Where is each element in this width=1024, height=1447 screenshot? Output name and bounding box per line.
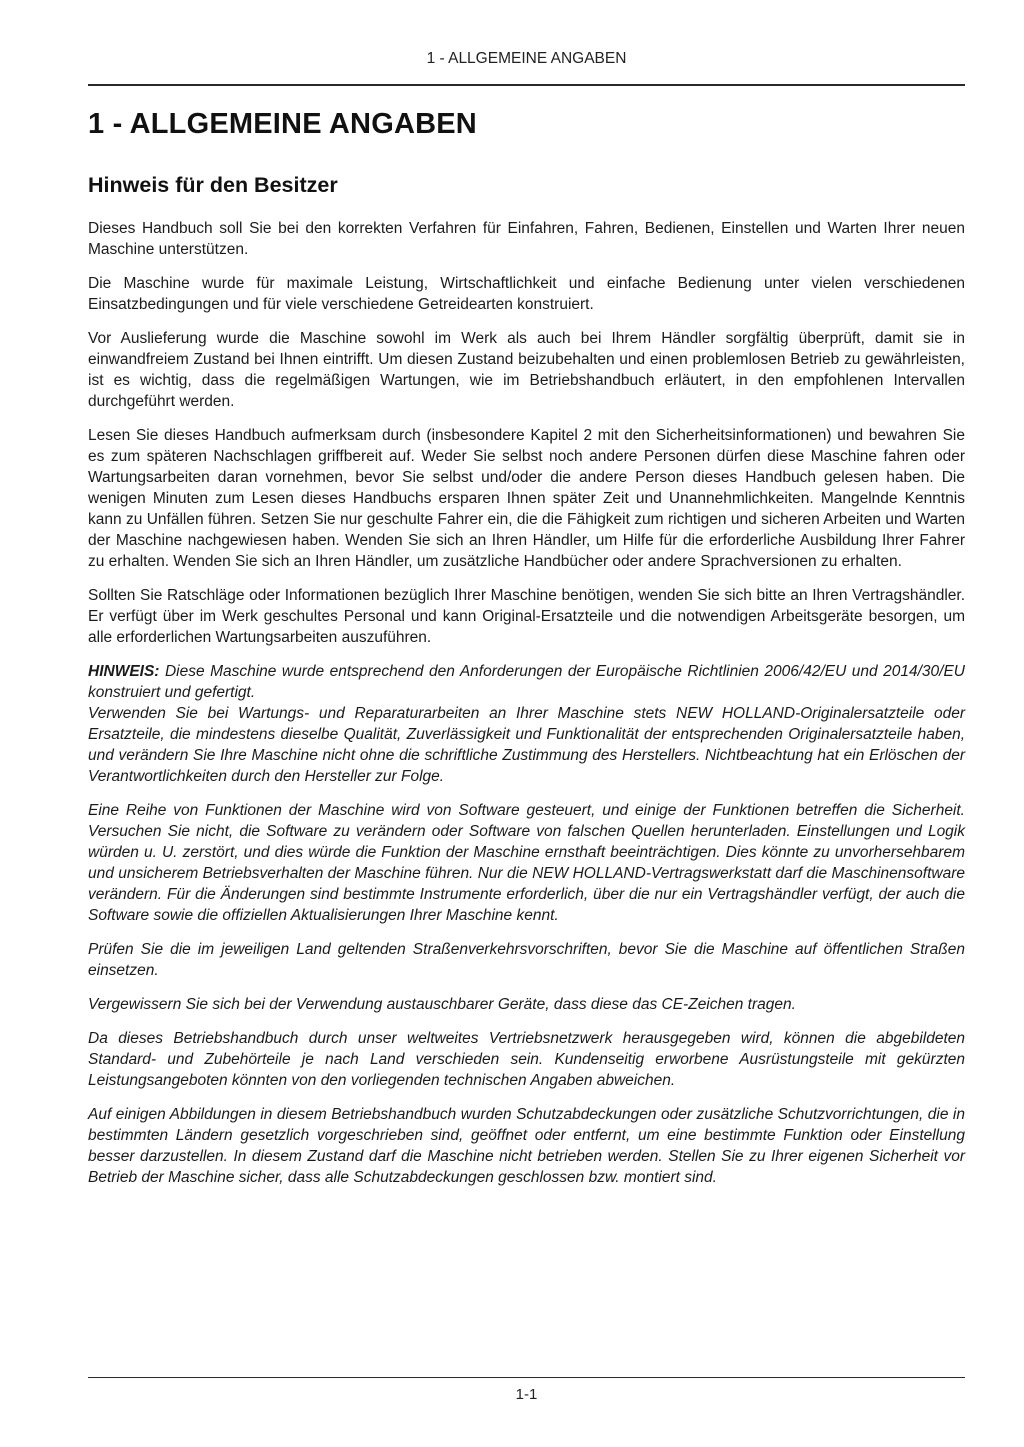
paragraph-delivery-inspection: Vor Auslieferung wurde die Maschine sowohl im Werk als auch bei Ihrem Händler sorgfältig überprüft, damit sie in einwandfreiem Zustand bei Ihnen eintrifft. Um diesen Zustand beizubehalten und einen problemlosen Betrieb zu gewährleisten, ist es wichtig, dass die regelmäßigen Wartungen, wie im Betriebshandbuch erläutert, in den empfohlenen Intervallen durchgeführt werden. <box>88 330 965 410</box>
note-label: HINWEIS: <box>88 663 160 680</box>
paragraph-read-manual: Lesen Sie dieses Handbuch aufmerksam durch (insbesondere Kapitel 2 mit den Sicherheitsinformationen) und bewahren Sie es zum späteren Nachschlagen griffbereit auf. Weder Sie selbst noch andere Personen dürfen diese Maschine fahren oder Wartungsarbeiten daran vornehmen, bevor Sie selbst und/oder die andere Person dieses Handbuch gelesen haben. Die wenigen Minuten zum Lesen dieses Handbuchs ersparen Ihnen später Zeit und Unannehmlichkeiten. Mangelnde Kenntnis kann zu Unfällen führen. Setzen Sie nur geschulte Fahrer ein, die die Fähigkeit zum richtigen und sicheren Arbeiten und Warten der Maschine nachgewiesen haben. Wenden Sie sich an Ihren Händler, um Hilfe für die erforderliche Ausbildung Ihrer Fahrer zu erhalten. Wenden Sie sich an Ihren Händler, um zusätzliche Handbücher oder andere Sprachversionen zu erhalten. <box>88 427 965 570</box>
paragraph-distribution-network: Da dieses Betriebshandbuch durch unser weltweites Vertriebsnetzwerk herausgegeben wird, können die abgebildeten Standard- und Zubehörteile je nach Land verschieden sein. Kundenseitig erworbene Ausrüstungsteile mit gekürzten Leistungsangeboten könnten von den vorliegenden technischen Angaben abweichen. <box>88 1030 965 1089</box>
section-heading: Hinweis für den Besitzer <box>88 173 338 197</box>
page-number: 1-1 <box>515 1386 538 1403</box>
note-paragraph <box>88 661 965 787</box>
paragraph-guards: Auf einigen Abbildungen in diesem Betriebshandbuch wurden Schutzabdeckungen oder zusätzliche Schutzvorrichtungen, die in bestimmten Ländern gesetzlich vorgeschrieben sind, geöffnet oder entfernt, um eine bestimmte Funktion oder Einstellung besser darzustellen. In diesem Zustand darf die Maschine nicht betrieben werden. Stellen Sie zu Ihrer eigenen Sicherheit vor Betrieb der Maschine sicher, dass alle Schutzabdeckungen geschlossen bzw. montiert sind. <box>88 1106 965 1186</box>
running-header: 1 - ALLGEMEINE ANGABEN <box>426 50 627 67</box>
paragraph-machine-design: Die Maschine wurde für maximale Leistung, Wirtschaftlichkeit und einfache Bedienung unter vielen verschiedenen Einsatzbedingungen und für viele verschiedene Getreidearten konstruiert. <box>88 275 965 313</box>
paragraph-intro: Dieses Handbuch soll Sie bei den korrekten Verfahren für Einfahren, Fahren, Bedienen, Einstellen und Warten Ihrer neuen Maschine unterstützen. <box>88 220 965 258</box>
note-line-original-parts: Verwenden Sie bei Wartungs- und Reparaturarbeiten an Ihrer Maschine stets NEW HOLLAND-Originalersatzteile oder Ersatzteile, die mindestens dieselbe Qualität, Zuverlässigkeit und Funktionalität der entsprechenden Originalersatzteile haben, und verändern Sie Ihre Maschine nicht ohne die schriftliche Zustimmung des Herstellers. Nichtbeachtung hat ein Erlöschen der Verantwortlichkeiten durch den Hersteller zur Folge. <box>88 705 965 785</box>
chapter-title: 1 - ALLGEMEINE ANGABEN <box>88 108 477 140</box>
paragraph-software: Eine Reihe von Funktionen der Maschine wird von Software gesteuert, und einige der Funktionen betreffen die Sicherheit. Versuchen Sie nicht, die Software zu verändern oder Software von falschen Quellen herunterladen. Einstellungen und Logik würden u. U. zerstört, und dies würde die Funktion der Maschine ernsthaft beeinträchtigen. Dies könnte zu unvorhersehbarem und unsicherem Betriebsverhalten der Maschine führen. Nur die NEW HOLLAND-Vertragswerkstatt darf die Maschinensoftware verändern. Für die Änderungen sind bestimmte Instrumente erforderlich, über die nur ein Vertragshändler verfügt, der auch die Software sowie die offiziellen Aktualisierungen Ihrer Maschine kennt. <box>88 802 965 924</box>
page-footer <box>88 1377 965 1403</box>
paragraph-dealer-advice: Sollten Sie Ratschläge oder Informationen bezüglich Ihrer Maschine benötigen, wenden Sie sich bitte an Ihren Vertragshändler. Er verfügt über im Werk geschultes Personal und kann Original-Ersatzteile und die notwendigen Arbeitsgeräte besorgen, um alle erforderlichen Wartungsarbeiten auszuführen. <box>88 587 965 646</box>
header-rule <box>88 84 965 86</box>
note-line-directives: Diese Maschine wurde entsprechend den Anforderungen der Europäische Richtlinien 2006/42/EU und 2014/30/EU konstruiert und gefertigt. <box>88 663 965 701</box>
paragraph-traffic-rules: Prüfen Sie die im jeweiligen Land geltenden Straßenverkehrsvorschriften, bevor Sie die Maschine auf öffentlichen Straßen einsetzen. <box>88 941 965 979</box>
paragraph-ce-mark: Vergewissern Sie sich bei der Verwendung austauschbarer Geräte, dass diese das CE-Zeichen tragen. <box>88 996 796 1013</box>
footer-rule <box>88 1377 965 1378</box>
